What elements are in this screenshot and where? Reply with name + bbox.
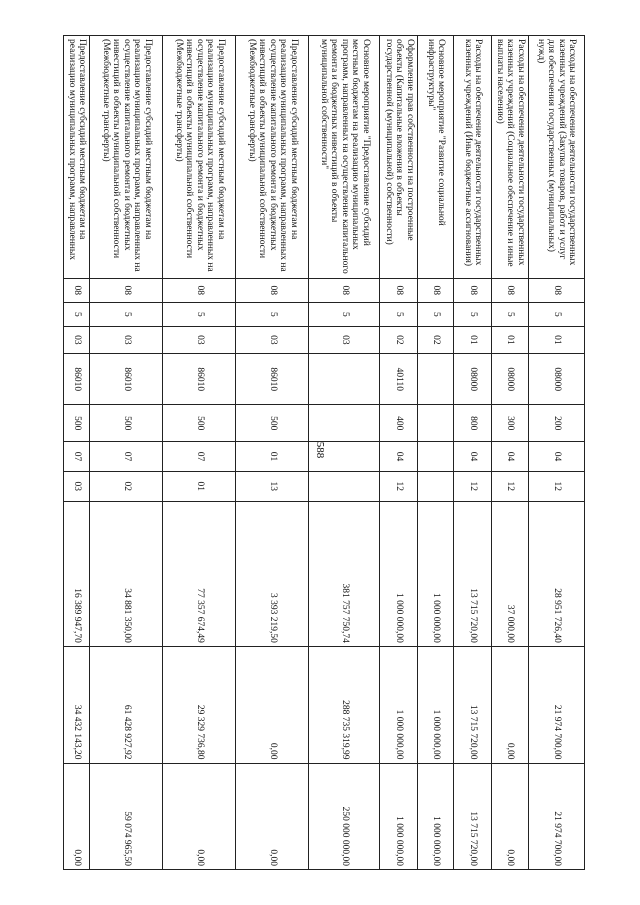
subsection-code: 12 <box>454 471 492 501</box>
amount-3: 59 074 965,50 <box>90 763 163 870</box>
amount-1: 34 881 350,00 <box>90 501 163 646</box>
ministry-code: 08 <box>236 278 309 303</box>
row-name: Расходы на обеспечение деятельности государственных казенных учреждений (Социальное обеспечение и иные выплаты населению) <box>492 36 529 279</box>
table-row <box>454 36 492 870</box>
expense-type-code: 500 <box>236 405 309 442</box>
program-code: 5 <box>529 303 585 327</box>
ministry-code: 08 <box>64 278 90 303</box>
ministry-code: 08 <box>163 278 236 303</box>
table-row <box>380 36 418 870</box>
amount-2: 0,00 <box>236 646 309 763</box>
subprogram-code: 03 <box>309 326 380 354</box>
amount-1: 381 757 750,74 <box>309 501 380 646</box>
table-row <box>163 36 236 870</box>
ministry-code: 08 <box>492 278 529 303</box>
section-code <box>309 442 380 472</box>
expense-type-code <box>418 405 454 442</box>
row-name: Предоставление субсидий местным бюджетам на реализацию муниципальных программ, направленных на осуществление капитального ремонта и бюджетных инвестиций в объекты муниципальной собственности (Межбюджетные трансферты) <box>90 36 163 279</box>
amount-1: 77 357 674,49 <box>163 501 236 646</box>
amount-3: 13 715 720,00 <box>454 763 492 870</box>
amount-3: 250 000 000,00 <box>309 763 380 870</box>
table-row <box>309 36 380 870</box>
amount-2: 1 000 000,00 <box>380 646 418 763</box>
table-row <box>236 36 309 870</box>
subsection-code <box>418 471 454 501</box>
amount-1: 1 000 000,00 <box>380 501 418 646</box>
program-code: 5 <box>163 303 236 327</box>
page-number: 588 <box>314 441 326 459</box>
row-name: Основное мероприятие "Предоставление субсидий местным бюджетам на реализацию муниципальных программ, направленных на осуществление капитального ремонта и бюджетных инвестиций в объекты муниципальной собственности" <box>309 36 380 279</box>
program-code: 5 <box>236 303 309 327</box>
program-code: 5 <box>309 303 380 327</box>
target-code <box>309 354 380 405</box>
expense-type-code: 500 <box>64 405 90 442</box>
expense-type-code: 200 <box>529 405 585 442</box>
expense-type-code: 800 <box>454 405 492 442</box>
table-row <box>492 36 529 870</box>
ministry-code: 08 <box>418 278 454 303</box>
amount-3: 21 974 700,00 <box>529 763 585 870</box>
subprogram-code: 02 <box>380 326 418 354</box>
amount-1: 16 389 947,70 <box>64 501 90 646</box>
expense-type-code: 400 <box>380 405 418 442</box>
amount-3: 0,00 <box>64 763 90 870</box>
amount-2: 0,00 <box>492 646 529 763</box>
section-code: 07 <box>163 442 236 472</box>
program-code: 5 <box>418 303 454 327</box>
amount-1: 1 000 000,00 <box>418 501 454 646</box>
amount-3: 0,00 <box>163 763 236 870</box>
target-code <box>418 354 454 405</box>
amount-2: 1 000 000,00 <box>418 646 454 763</box>
table-body <box>64 36 585 870</box>
row-name: Предоставление субсидий местным бюджетам на реализацию муниципальных программ, направленных на осуществление капитального ремонта и бюджетных инвестиций в объекты муниципальной собственности (Межбюджетные трансферты) <box>163 36 236 279</box>
subprogram-code: 01 <box>454 326 492 354</box>
subsection-code <box>309 471 380 501</box>
amount-3: 0,00 <box>236 763 309 870</box>
program-code: 5 <box>492 303 529 327</box>
table-row <box>64 36 90 870</box>
program-code: 5 <box>90 303 163 327</box>
ministry-code: 08 <box>90 278 163 303</box>
subprogram-code: 01 <box>529 326 585 354</box>
amount-3: 0,00 <box>492 763 529 870</box>
ministry-code: 08 <box>529 278 585 303</box>
target-code: 86010 <box>90 354 163 405</box>
row-name: Оформление прав собственности на построенные объекты (Капитальные вложения в объекты государственной (муниципальной) собственности) <box>380 36 418 279</box>
amount-1: 13 715 720,00 <box>454 501 492 646</box>
subsection-code: 13 <box>236 471 309 501</box>
amount-2: 34 432 143,20 <box>64 646 90 763</box>
section-code: 07 <box>64 442 90 472</box>
amount-3: 1 000 000,00 <box>418 763 454 870</box>
section-code: 04 <box>529 442 585 472</box>
amount-2: 29 329 736,80 <box>163 646 236 763</box>
subprogram-code: 03 <box>64 326 90 354</box>
subsection-code: 12 <box>529 471 585 501</box>
subsection-code: 12 <box>492 471 529 501</box>
amount-2: 288 735 319,99 <box>309 646 380 763</box>
expense-type-code <box>309 405 380 442</box>
target-code: 08000 <box>529 354 585 405</box>
target-code: 40110 <box>380 354 418 405</box>
row-name: Предоставление субсидий местным бюджетам на реализацию муниципальных программ, направленных <box>64 36 90 279</box>
amount-1: 28 951 726,40 <box>529 501 585 646</box>
subprogram-code: 03 <box>236 326 309 354</box>
budget-table <box>64 35 586 870</box>
ministry-code: 08 <box>380 278 418 303</box>
program-code: 5 <box>64 303 90 327</box>
table-row <box>418 36 454 870</box>
target-code: 86010 <box>64 354 90 405</box>
ministry-code: 08 <box>309 278 380 303</box>
expense-type-code: 500 <box>163 405 236 442</box>
subprogram-code: 02 <box>418 326 454 354</box>
amount-3: 1 000 000,00 <box>380 763 418 870</box>
subsection-code: 12 <box>380 471 418 501</box>
section-code <box>418 442 454 472</box>
row-name: Расходы на обеспечение деятельности государственных казенных учреждений (Иные бюджетные ассигнования) <box>454 36 492 279</box>
target-code: 08000 <box>454 354 492 405</box>
expense-type-code: 300 <box>492 405 529 442</box>
ministry-code: 08 <box>454 278 492 303</box>
subprogram-code: 03 <box>90 326 163 354</box>
subprogram-code: 03 <box>163 326 236 354</box>
amount-1: 37 000,00 <box>492 501 529 646</box>
section-code: 04 <box>492 442 529 472</box>
table-row <box>90 36 163 870</box>
section-code: 04 <box>380 442 418 472</box>
subsection-code: 03 <box>64 471 90 501</box>
amount-2: 61 428 927,92 <box>90 646 163 763</box>
row-name: Расходы на обеспечение деятельности государственных казенных учреждений (Закупка товаров, работ и услуг для обеспечения государственных (муниципальных) нужд) <box>529 36 585 279</box>
target-code: 08000 <box>492 354 529 405</box>
amount-2: 13 715 720,00 <box>454 646 492 763</box>
table-row <box>529 36 585 870</box>
budget-table-rotated <box>67 35 585 870</box>
amount-1: 3 393 219,50 <box>236 501 309 646</box>
row-name: Основное мероприятие "Развитие социальной инфраструктуры" <box>418 36 454 279</box>
target-code: 86010 <box>163 354 236 405</box>
subsection-code: 02 <box>90 471 163 501</box>
section-code: 01 <box>236 442 309 472</box>
row-name: Предоставление субсидий местным бюджетам на реализацию муниципальных программ, направленных на осуществление капитального ремонта и бюджетных инвестиций в объекты муниципальной собственности (Межбюджетные трансферты) <box>236 36 309 279</box>
program-code: 5 <box>380 303 418 327</box>
section-code: 04 <box>454 442 492 472</box>
amount-2: 21 974 700,00 <box>529 646 585 763</box>
target-code: 86010 <box>236 354 309 405</box>
section-code: 07 <box>90 442 163 472</box>
subprogram-code: 01 <box>492 326 529 354</box>
budget-table-region <box>67 35 585 870</box>
expense-type-code: 500 <box>90 405 163 442</box>
subsection-code: 01 <box>163 471 236 501</box>
program-code: 5 <box>454 303 492 327</box>
